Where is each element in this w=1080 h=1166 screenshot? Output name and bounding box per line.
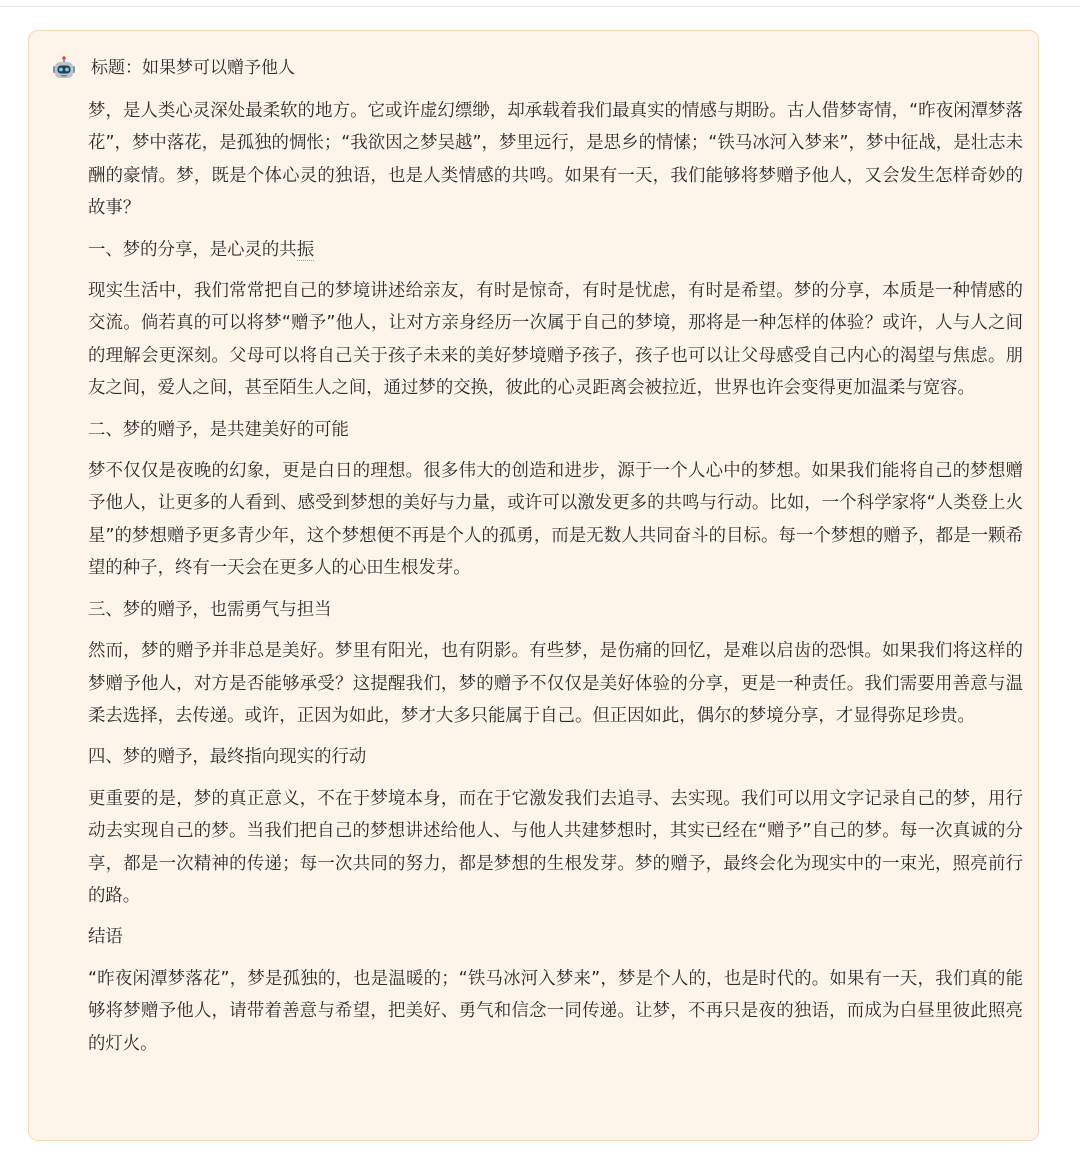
section-heading: 二、梦的赠予，是共建美好的可能 xyxy=(88,419,349,440)
message-header xyxy=(51,53,295,83)
conclusion-heading: 结语 xyxy=(88,927,123,948)
section-heading: 四、梦的赠予，最终指向现实的行动 xyxy=(88,747,367,768)
spellcheck-underline: 振 xyxy=(296,239,315,260)
message-title: 标题：如果梦可以赠予他人 xyxy=(91,58,295,78)
conclusion-paragraph: “昨夜闲潭梦落花”，梦是孤独的，也是温暖的；“铁马冰河入梦来”，梦是个人的，也是时代的。如果有一天，我们真的能够将梦赠予他人，请带着善意与希望，把美好、勇气和信念一同传递。让梦，不再只是夜的独语，而成为白昼里彼此照亮的灯火。 xyxy=(88,968,1023,1054)
section-paragraph: 然而，梦的赠予并非总是美好。梦里有阳光，也有阴影。有些梦，是伤痛的回忆，是难以启齿的恐惧。如果我们将这样的梦赠予他人，对方是否能够承受？这提醒我们，梦的赠予不仅仅是美好体验的分享，更是一种责任。我们需要用善意与温柔去选择，去传递。或许，正因为如此，梦才大多只能属于自己。但正因如此，偶尔的梦境分享，才显得弥足珍贵。 xyxy=(88,641,1023,726)
section-heading: 一、梦的分享，是心灵的共振 xyxy=(88,239,315,260)
section-paragraph: 更重要的是，梦的真正意义，不在于梦境本身，而在于它激发我们去追寻、去实现。我们可以用文字记录自己的梦，用行动去实现自己的梦。当我们把自己的梦想讲述给他人、与他人共建梦想时，其实已经在“赠予”自己的梦。每一次真诚的分享，都是一次精神的传递；每一次共同的努力，都是梦想的生根发芽。梦的赠予，最终会化为现实中的一束光，照亮前行的路。 xyxy=(88,788,1023,906)
intro-paragraph: 梦，是人类心灵深处最柔软的地方。它或许虚幻缥缈，却承载着我们最真实的情感与期盼。古人借梦寄情，“昨夜闲潭梦落花”，梦中落花，是孤独的惆怅；“我欲因之梦吴越”，梦里远行，是思乡的情愫；“铁马冰河入梦来”，梦中征战，是壮志未酬的豪情。梦，既是个体心灵的独语，也是人类情感的共鸣。如果有一天，我们能够将梦赠予他人，又会发生怎样奇妙的故事？ xyxy=(88,101,1023,219)
section-paragraph: 现实生活中，我们常常把自己的梦境讲述给亲友，有时是惊奇，有时是忧虑，有时是希望。梦的分享，本质是一种情感的交流。倘若真的可以将梦“赠予”他人，让对方亲身经历一次属于自己的梦境，那将是一种怎样的体验？或许，人与人之间的理解会更深刻。父母可以将自己关于孩子未来的美好梦境赠予孩子，孩子也可以让父母感受自己内心的渴望与焦虑。朋友之间，爱人之间，甚至陌生人之间，通过梦的交换，彼此的心灵距离会被拉近，世界也许会变得更加温柔与宽容。 xyxy=(88,281,1023,399)
message-body xyxy=(88,95,1023,1069)
assistant-message-card xyxy=(28,30,1039,1141)
section-heading: 三、梦的赠予，也需勇气与担当 xyxy=(88,599,332,620)
section-paragraph: 梦不仅仅是夜晚的幻象，更是白日的理想。很多伟大的创造和进步，源于一个人心中的梦想。如果我们能将自己的梦想赠予他人，让更多的人看到、感受到梦想的美好与力量，或许可以激发更多的共鸣与行动。比如，一个科学家将“人类登上火星”的梦想赠予更多青少年，这个梦想便不再是个人的孤勇，而是无数人共同奋斗的目标。每一个梦想的赠予，都是一颗希望的种子，终有一天会在更多人的心田生根发芽。 xyxy=(88,461,1023,579)
top-divider xyxy=(0,6,1080,7)
robot-icon xyxy=(51,55,77,81)
